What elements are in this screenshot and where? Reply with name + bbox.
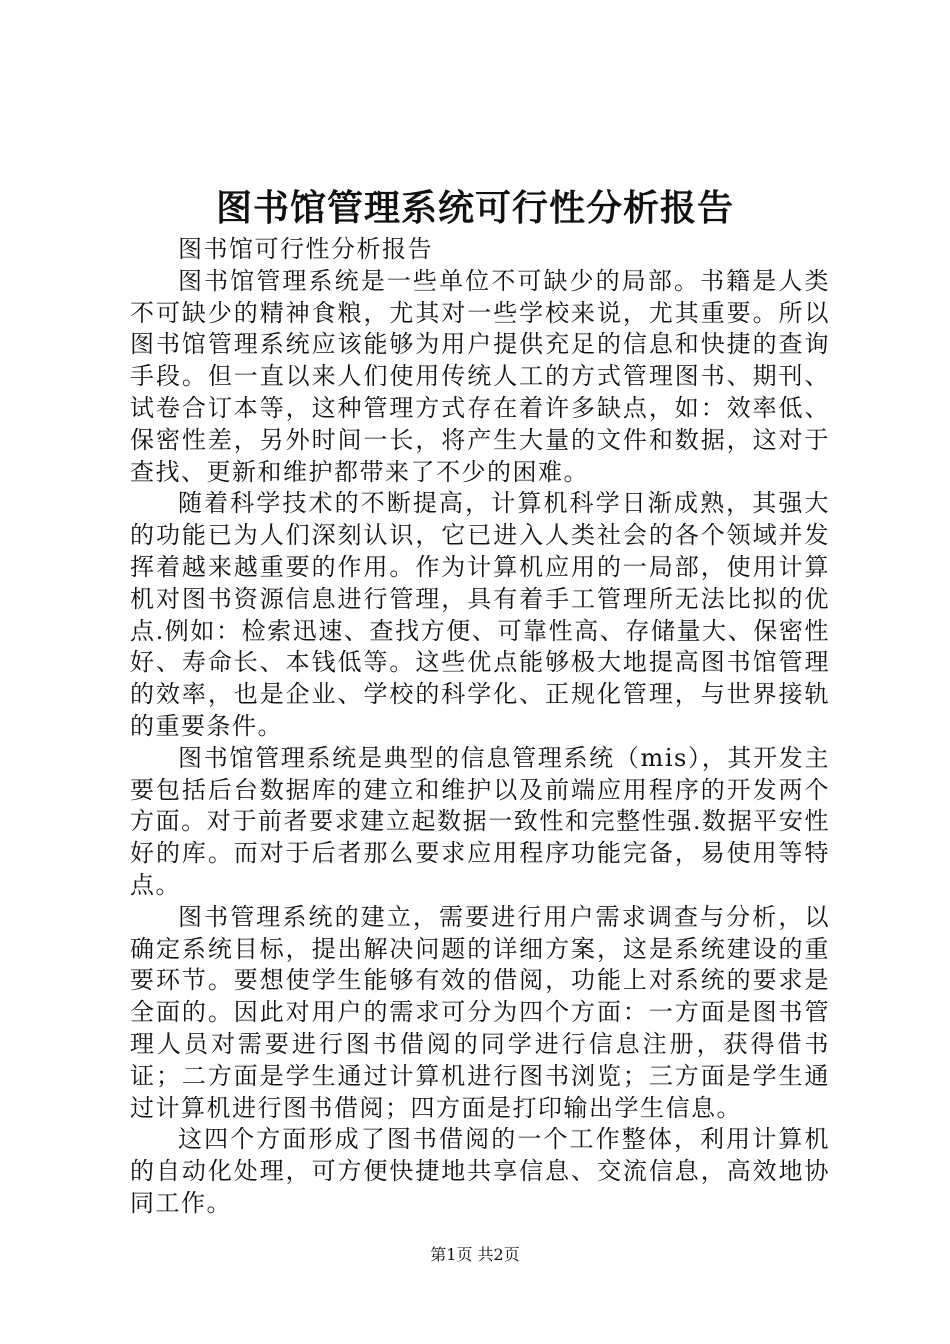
paragraph-1: 图书馆管理系统是一些单位不可缺少的局部。书籍是人类不可缺少的精神食粮，尤其对一些学校来说，尤其重要。所以图书馆管理系统应该能够为用户提供充足的信息和快捷的查询手段。但一直以来人们使用传统人工的方式管理图书、期刊、试卷合订本等，这种管理方式存在着许多缺点，如：效率低、保密性差，另外时间一长，将产生大量的文件和数据，这对于查找、更新和维护都带来了不少的困难。 xyxy=(130,266,830,486)
paragraph-5: 这四个方面形成了图书借阅的一个工作整体，利用计算机的自动化处理，可方便快捷地共享信息、交流信息，高效地协同工作。 xyxy=(130,1125,830,1217)
page-number-footer: 第1页 共2页 xyxy=(430,1245,520,1264)
paragraph-4: 图书管理系统的建立，需要进行用户需求调查与分析，以确定系统目标，提出解决问题的详细方案，这是系统建设的重要环节。要想使学生能够有效的借阅，功能上对系统的要求是全面的。因此对用户的需求可分为四个方面：一方面是图书管理人员对需要进行图书借阅的同学进行信息注册，获得借书证；二方面是学生通过计算机进行图书浏览；三方面是学生通过计算机进行图书借阅；四方面是打印输出学生信息。 xyxy=(130,902,830,1122)
paragraph-3: 图书馆管理系统是典型的信息管理系统（mis），其开发主要包括后台数据库的建立和维护以及前端应用程序的开发两个方面。对于前者要求建立起数据一致性和完整性强.数据平安性好的库。而对于后者那么要求应用程序功能完备，易使用等特点。 xyxy=(130,743,830,899)
paragraph-subtitle: 图书馆可行性分析报告 xyxy=(178,235,433,263)
paragraph-2: 随着科学技术的不断提高，计算机科学日渐成熟，其强大的功能已为人们深刻认识，它已进入人类社会的各个领域并发挥着越来越重要的作用。作为计算机应用的一局部，使用计算机对图书资源信息进行管理，具有着手工管理所无法比拟的优点.例如：检索迅速、查找方便、可靠性高、存储量大、保密性好、寿命长、本钱低等。这些优点能够极大地提高图书馆管理的效率，也是企业、学校的科学化、正规化管理，与世界接轨的重要条件。 xyxy=(130,489,830,740)
document-body xyxy=(130,234,830,1220)
document-title: 图书馆管理系统可行性分析报告 xyxy=(215,187,734,229)
